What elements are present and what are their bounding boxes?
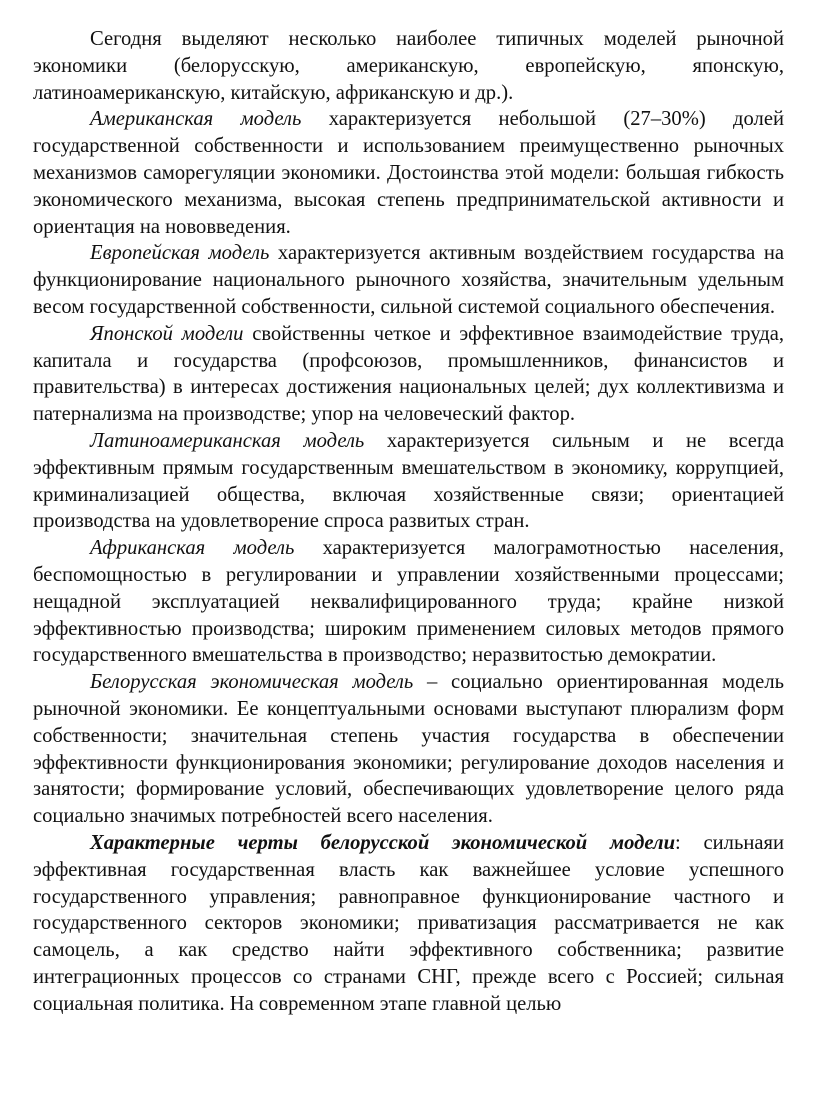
document-page: [33, 26, 784, 1017]
paragraph-latin-american-model: [33, 428, 784, 535]
paragraph-belarusian-model: [33, 669, 784, 830]
american-model-term: Американская модель: [90, 108, 302, 131]
paragraph-european-model: [33, 240, 784, 320]
paragraph-intro-text: Сегодня выделяют несколько наиболее типичных моделей рыночной экономики (белорусскую, американскую, европейскую, японскую, латиноамериканскую, китайскую, африканскую и др.).: [33, 28, 784, 104]
japanese-model-term: Японской модели: [90, 322, 244, 345]
paragraph-african-model: [33, 535, 784, 669]
paragraph-belarusian-features: [33, 830, 784, 1018]
belarusian-model-term: Белорусская экономическая модель: [90, 671, 414, 694]
belarusian-features-text: : сильнаяи эффективная государственная власть как важнейшее условие успешного государственного управления; равноправное функционирование частного и государственного секторов экономики; приватизация рассматривается не как самоцель, а как средство найти эффективного собственника; развитие интеграционных процессов со странами СНГ, прежде всего с Россией; сильная социальная политика. На современном этапе главной целью: [33, 831, 785, 1015]
japanese-model-text: свойственны четкое и эффективное взаимодействие труда, капитала и государства (профсоюзов, промышленников, финансистов и правительства) в интересах достижения национальных целей; дух коллективизма и патернализма на производстве; упор на человеческий фактор.: [33, 322, 785, 426]
african-model-term: Африканская модель: [90, 537, 295, 560]
african-model-text: характеризуется малограмотностью населения, беспомощностью в регулировании и управлении хозяйственными процессами; нещадной эксплуатацией неквалифицированного труда; крайне низкой эффективностью производства; широким применением силовых методов прямого государственного вмешательства в производство; неразвитостью демократии.: [33, 537, 784, 667]
paragraph-japanese-model: [33, 321, 784, 428]
belarusian-features-term: Характерные черты белорусской экономической модели: [90, 831, 676, 854]
american-model-text: характеризуется небольшой (27–30%) долей государственной собственности и использованием преимущественно рыночных механизмов саморегуляции экономики. Достоинства этой модели: большая гибкость экономического механизма, высокая степень предпринимательской активности и ориентация на нововведения.: [33, 108, 785, 238]
european-model-term: Европейская модель: [90, 242, 270, 265]
latin-american-model-text: характеризуется сильным и не всегда эффективным прямым государственным вмешательством в экономику, коррупцией, криминализацией общества, включая хозяйственные связи; ориентацией производства на удовлетворение спроса развитых стран.: [33, 429, 784, 533]
paragraph-intro: [33, 26, 784, 106]
latin-american-model-term: Латиноамериканская модель: [90, 429, 365, 452]
european-model-text: характеризуется активным воздействием государства на функционирование национального рыночного хозяйства, значительным удельным весом государственной собственности, сильной системой социального обеспечения.: [33, 242, 784, 318]
paragraph-american-model: [33, 106, 784, 240]
belarusian-model-text: – социально ориентированная модель рыночной экономики. Ее концептуальными основами выступают плюрализм форм собственности; значительная степень участия государства в обеспечении эффективности функционирования экономики; регулирование доходов населения и занятости; формирование условий, обеспечивающих удовлетворение целого ряда социально значимых потребностей всего населения.: [33, 671, 784, 828]
